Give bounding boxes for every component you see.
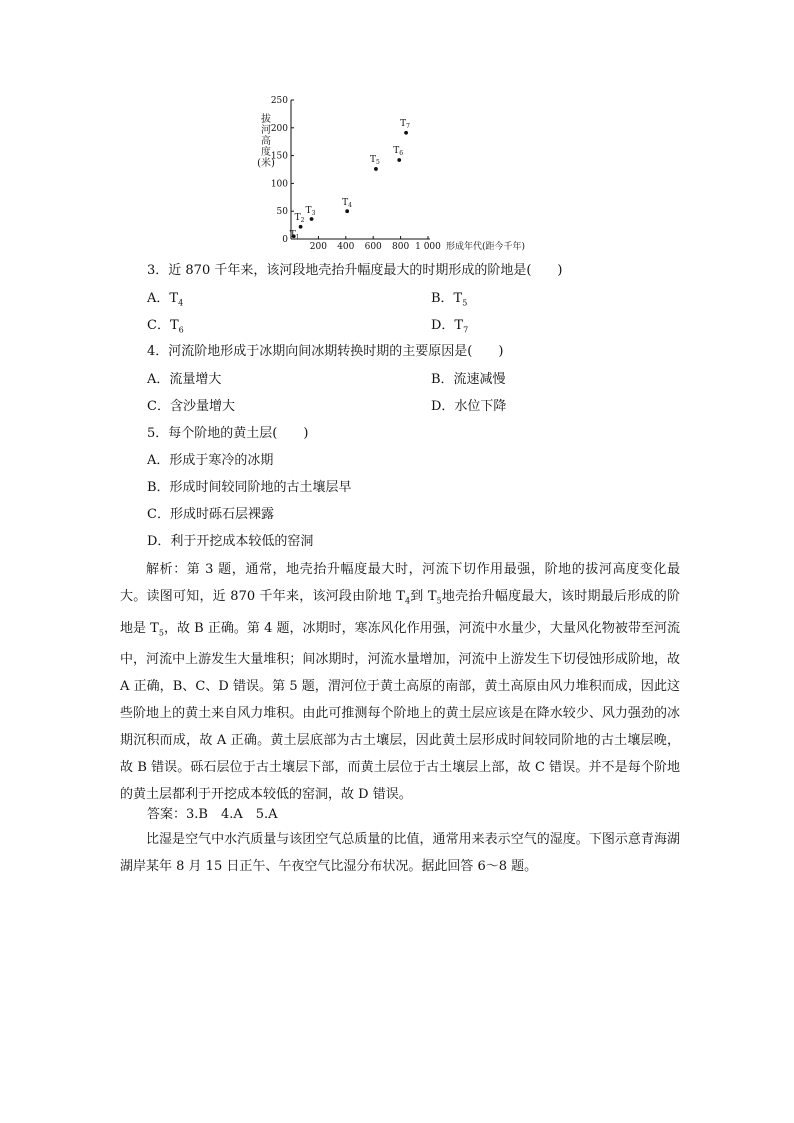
point-label-T1: $T_1$ bbox=[289, 230, 300, 242]
data-point-T2 bbox=[299, 225, 303, 229]
q4-option-c: C．含沙量增大 bbox=[147, 399, 235, 414]
x-tick-label: 400 bbox=[337, 242, 355, 252]
y-axis-label bbox=[257, 112, 275, 169]
point-label-T7: $T_7$ bbox=[400, 118, 410, 130]
x-tick-label: 800 bbox=[392, 242, 410, 252]
question-3-stem: 3．近 870 千年来，该河段地壳抬升幅度最大的时期形成的阶地是( ) bbox=[147, 263, 563, 278]
y-axis-label-char: 度 bbox=[261, 147, 271, 158]
q3-option-b: B．$T_5$ bbox=[431, 291, 468, 308]
chart-axes bbox=[271, 96, 525, 252]
q3-option-d: D．$T_7$ bbox=[431, 318, 469, 335]
q3-option-a: A．$T_4$ bbox=[147, 291, 184, 308]
chart-points bbox=[290, 119, 410, 241]
point-label-T6: $T_6$ bbox=[393, 146, 404, 158]
q5-option-b: B．形成时间较同阶地的古土壤层早 bbox=[147, 480, 352, 495]
q4-option-b: B．流速减慢 bbox=[431, 372, 506, 387]
y-tick-label: 0 bbox=[282, 235, 288, 245]
y-tick-label: 50 bbox=[276, 207, 288, 218]
q5-option-d: D．利于开挖成本较低的窑洞 bbox=[147, 534, 314, 549]
point-label-T4: $T_4$ bbox=[342, 198, 353, 210]
x-tick-label: 600 bbox=[364, 242, 382, 252]
answer-line: 答案：3.B 4.A 5.A bbox=[147, 807, 278, 822]
point-label-T3: $T_3$ bbox=[305, 205, 316, 217]
point-label-T2: $T_2$ bbox=[294, 212, 305, 224]
y-axis-label-char: 河 bbox=[261, 125, 271, 136]
data-point-T4 bbox=[345, 209, 349, 213]
question-4-stem: 4．河流阶地形成于冰期向间冰期转换时期的主要原因是( ) bbox=[147, 344, 504, 359]
q3-option-c: C．$T_6$ bbox=[147, 318, 184, 335]
data-point-T6 bbox=[397, 158, 401, 162]
intro-paragraph: 比湿是空气中水汽质量与该团空气总质量的比值，通常用来表示空气的湿度。下图示意青海湖湖岸某年 8 月 15 日正午、午夜空气比湿分布状况。据此回答 6～8 题。 bbox=[120, 832, 680, 874]
data-point-T3 bbox=[310, 217, 314, 221]
q4-option-a: A．流量增大 bbox=[147, 372, 222, 387]
q5-option-a: A．形成于寒冷的冰期 bbox=[147, 453, 274, 468]
question-5-stem: 5．每个阶地的黄土层( ) bbox=[147, 426, 309, 441]
y-tick-label: 150 bbox=[270, 151, 288, 162]
point-label-T5: $T_5$ bbox=[369, 154, 380, 166]
y-axis-label-char: (米) bbox=[257, 158, 275, 169]
y-tick-label: 100 bbox=[270, 179, 288, 190]
data-point-T7 bbox=[404, 131, 408, 135]
x-axis-label: 形成年代(距今千年) bbox=[446, 242, 526, 252]
x-tick-label: 200 bbox=[309, 242, 327, 252]
y-axis-label-char: 高 bbox=[261, 136, 271, 147]
y-axis-label-text bbox=[257, 112, 275, 169]
q4-option-d: D．水位下降 bbox=[431, 399, 507, 414]
y-tick-label: 200 bbox=[270, 123, 288, 134]
x-tick-label: 1 000 bbox=[415, 242, 441, 252]
y-tick-label: 250 bbox=[270, 96, 288, 106]
q5-option-c: C．形成时砾石层裸露 bbox=[147, 507, 274, 522]
terrace-scatter-chart bbox=[250, 92, 570, 252]
y-axis-label-char: 拔 bbox=[261, 114, 271, 125]
analysis-paragraph: 解析：第 3 题，通常，地壳抬升幅度最大时，河流下切作用最强，阶地的拔河高度变化最大。读图可知，近 870 千年来，该河段由阶地 $T_4$到 $T_5$地壳抬升幅度最大，该时期最后形成的阶地是 $T_5$，故 B 正确。第 4 题，冰期时，寒冻风化作用强，河流中水量少，大量风化物被带至河流中，河流中上游发生大量堆积；间冰期时，河流水量增加，河流中上游发生下切侵蚀形成阶地，故 A 正确，B、C、D 错误。第 5 题，渭河位于黄土高原的南部，黄土高原由风力堆积而成，因此这些阶地上的黄土来自风力堆积。由此可推测每个阶地上的黄土层应该是在降水较少、风力强劲的冰期沉积而成，故 A 正确。黄土层底部为古土壤层，因此黄土层形成时间较同阶地的古土壤层晚，故 B 错误。砾石层位于古土壤层下部，而黄土层位于古土壤层上部，故 C 错误。并不是每个阶地的黄土层都利于开挖成本较低的窑洞，故 D 错误。 bbox=[120, 562, 680, 803]
data-point-T5 bbox=[374, 167, 378, 171]
